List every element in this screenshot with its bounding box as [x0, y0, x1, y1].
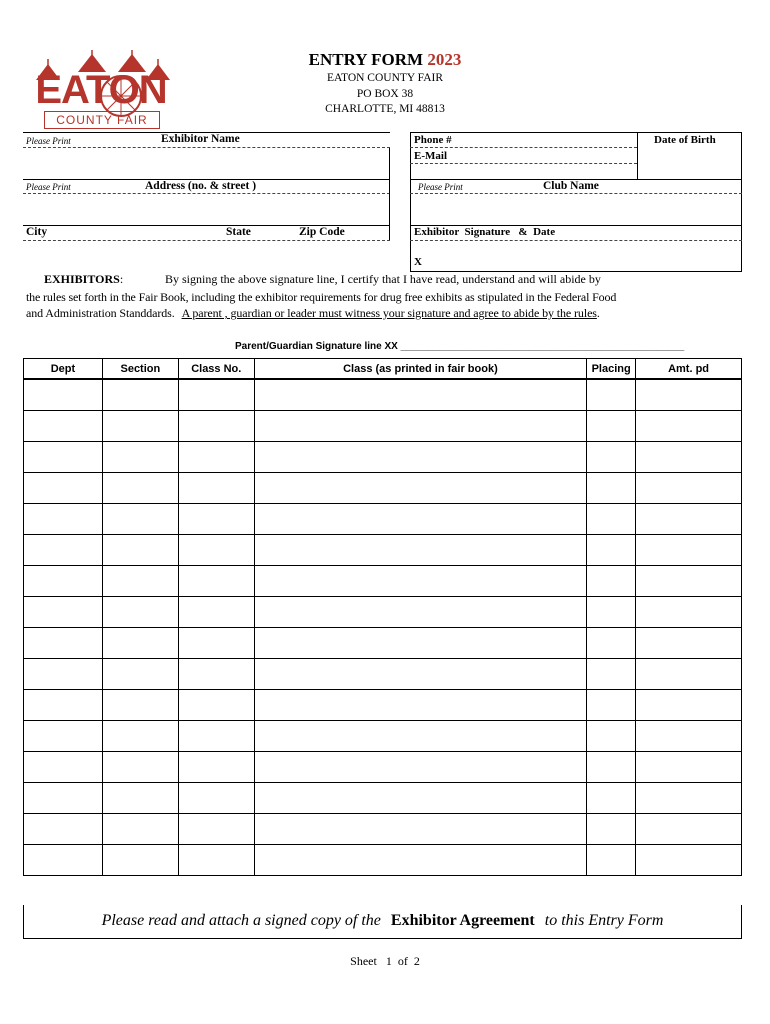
exhibitor-name-label: Exhibitor Name — [161, 133, 240, 145]
placing-cell[interactable] — [587, 379, 636, 411]
certification-text-3: and Administration Standdards. — [26, 306, 175, 320]
section-cell[interactable] — [102, 752, 178, 783]
guardian-signature-line[interactable]: Parent/Guardian Signature line XX ___________________________________________________ — [235, 341, 685, 352]
title-text: ENTRY FORM — [308, 50, 424, 69]
placing-cell[interactable] — [587, 473, 636, 504]
table-header-row — [24, 359, 742, 380]
table-row — [24, 690, 742, 721]
table-row — [24, 504, 742, 535]
table-row — [24, 628, 742, 659]
class-no-cell[interactable] — [178, 566, 254, 597]
dept-cell[interactable] — [24, 442, 103, 473]
please-print-label-1: Please Print — [26, 136, 71, 146]
please-print-label-2: Please Print — [26, 182, 71, 192]
dept-cell[interactable] — [24, 690, 103, 721]
dept-cell[interactable] — [24, 752, 103, 783]
footer-text-pre: Please read and attach a signed copy of the — [101, 912, 381, 929]
org-name: EATON COUNTY FAIR — [326, 72, 444, 84]
signature-x-mark: X — [414, 256, 422, 268]
state-label: State — [226, 226, 251, 238]
placing-cell[interactable] — [587, 752, 636, 783]
class-no-cell[interactable] — [178, 690, 254, 721]
amount-paid-cell[interactable] — [636, 752, 742, 783]
sheet-number: Sheet 1 of 2 — [350, 954, 420, 968]
section-cell[interactable] — [102, 690, 178, 721]
dept-cell[interactable] — [24, 473, 103, 504]
class-name-cell[interactable] — [254, 659, 586, 690]
column-header-section: Section — [102, 359, 178, 380]
placing-cell[interactable] — [587, 783, 636, 814]
address-field[interactable] — [23, 194, 389, 225]
table-row — [24, 814, 742, 845]
class-name-cell[interactable] — [254, 721, 586, 752]
class-name-cell[interactable] — [254, 690, 586, 721]
section-cell[interactable] — [102, 659, 178, 690]
entries-table — [23, 358, 742, 876]
class-name-cell[interactable] — [254, 442, 586, 473]
amount-paid-cell[interactable] — [636, 597, 742, 628]
column-header-class-name: Class (as printed in fair book) — [254, 359, 586, 380]
amount-paid-cell[interactable] — [636, 814, 742, 845]
dept-cell[interactable] — [24, 597, 103, 628]
table-row — [24, 845, 742, 876]
signature-field[interactable] — [411, 241, 741, 271]
class-name-cell[interactable] — [254, 473, 586, 504]
class-no-cell[interactable] — [178, 535, 254, 566]
amount-paid-cell[interactable] — [636, 442, 742, 473]
dept-cell[interactable] — [24, 721, 103, 752]
class-no-cell[interactable] — [178, 379, 254, 411]
dob-field[interactable] — [638, 150, 741, 178]
amount-paid-cell[interactable] — [636, 628, 742, 659]
dept-cell[interactable] — [24, 783, 103, 814]
exhibitor-name-field[interactable] — [23, 148, 389, 179]
class-no-cell[interactable] — [178, 628, 254, 659]
placing-cell[interactable] — [587, 597, 636, 628]
table-row — [24, 783, 742, 814]
class-name-cell[interactable] — [254, 814, 586, 845]
section-cell[interactable] — [102, 783, 178, 814]
class-name-cell[interactable] — [254, 504, 586, 535]
column-header-amount-paid: Amt. pd — [636, 359, 742, 380]
placing-cell[interactable] — [587, 535, 636, 566]
logo-word: EATON — [35, 68, 167, 112]
column-header-dept: Dept — [24, 359, 103, 380]
dept-cell[interactable] — [24, 814, 103, 845]
section-cell[interactable] — [102, 845, 178, 876]
club-name-label: Club Name — [543, 180, 599, 192]
section-cell[interactable] — [102, 535, 178, 566]
class-no-cell[interactable] — [178, 845, 254, 876]
class-name-cell[interactable] — [254, 535, 586, 566]
certification-line-1 — [44, 272, 601, 287]
table-row — [24, 659, 742, 690]
dept-cell[interactable] — [24, 504, 103, 535]
column-header-class-no: Class No. — [178, 359, 254, 380]
dept-cell[interactable] — [24, 566, 103, 597]
placing-cell[interactable] — [587, 721, 636, 752]
amount-paid-cell[interactable] — [636, 845, 742, 876]
class-name-cell[interactable] — [254, 845, 586, 876]
table-row — [24, 411, 742, 442]
section-cell[interactable] — [102, 628, 178, 659]
amount-paid-cell[interactable] — [636, 504, 742, 535]
exhibitors-label: EXHIBITORS — [44, 272, 120, 286]
class-no-cell[interactable] — [178, 814, 254, 845]
address-label: Address (no. & street ) — [145, 180, 257, 192]
logo-subtitle: COUNTY FAIR — [44, 111, 160, 129]
table-row — [24, 442, 742, 473]
section-cell[interactable] — [102, 721, 178, 752]
section-cell[interactable] — [102, 379, 178, 411]
amount-paid-cell[interactable] — [636, 535, 742, 566]
section-cell[interactable] — [102, 814, 178, 845]
placing-cell[interactable] — [587, 628, 636, 659]
table-row — [24, 721, 742, 752]
dept-cell[interactable] — [24, 535, 103, 566]
dept-cell[interactable] — [24, 845, 103, 876]
city-label: City — [26, 226, 48, 238]
dept-cell[interactable] — [24, 659, 103, 690]
class-name-cell[interactable] — [254, 597, 586, 628]
org-pobox: PO BOX 38 — [356, 88, 414, 100]
certification-line-3 — [26, 306, 600, 321]
signature-label: Exhibitor Signature & Date — [414, 226, 556, 238]
table-row — [24, 535, 742, 566]
amount-paid-cell[interactable] — [636, 659, 742, 690]
class-no-cell[interactable] — [178, 659, 254, 690]
placing-cell[interactable] — [587, 659, 636, 690]
footer-note — [23, 905, 742, 939]
certification-underlined: A parent , guardian or leader must witness your signature and agree to abide by the rules — [181, 306, 597, 320]
dob-label: Date of Birth — [654, 134, 716, 146]
placing-cell[interactable] — [587, 814, 636, 845]
class-no-cell[interactable] — [178, 411, 254, 442]
placing-cell[interactable] — [587, 504, 636, 535]
amount-paid-cell[interactable] — [636, 566, 742, 597]
table-row — [24, 379, 742, 411]
placing-cell[interactable] — [587, 845, 636, 876]
page-title — [0, 50, 770, 70]
exhibitors-colon: : — [119, 272, 124, 286]
amount-paid-cell[interactable] — [636, 411, 742, 442]
placing-cell[interactable] — [587, 690, 636, 721]
placing-cell[interactable] — [587, 566, 636, 597]
org-city: CHARLOTTE, MI 48813 — [325, 103, 445, 115]
dept-cell[interactable] — [24, 411, 103, 442]
dept-cell[interactable] — [24, 628, 103, 659]
phone-label: Phone # — [414, 134, 452, 146]
footer-agreement: Exhibitor Agreement — [390, 912, 535, 929]
class-name-cell[interactable] — [254, 628, 586, 659]
section-cell[interactable] — [102, 566, 178, 597]
city-field[interactable] — [23, 241, 223, 265]
class-no-cell[interactable] — [178, 597, 254, 628]
class-name-cell[interactable] — [254, 752, 586, 783]
certification-line-2: the rules set forth in the Fair Book, including the exhibitor requirements for drug free exhibits as stipulated in the Federal Food — [26, 290, 617, 304]
column-header-placing: Placing — [587, 359, 636, 380]
amount-paid-cell[interactable] — [636, 690, 742, 721]
class-no-cell[interactable] — [178, 721, 254, 752]
amount-paid-cell[interactable] — [636, 379, 742, 411]
class-no-cell[interactable] — [178, 473, 254, 504]
table-row — [24, 597, 742, 628]
phone-field[interactable] — [470, 133, 636, 147]
title-year: 2023 — [427, 50, 462, 69]
amount-paid-cell[interactable] — [636, 721, 742, 752]
class-no-cell[interactable] — [178, 442, 254, 473]
section-cell[interactable] — [102, 473, 178, 504]
class-name-cell[interactable] — [254, 411, 586, 442]
dept-cell[interactable] — [24, 379, 103, 411]
section-cell[interactable] — [102, 442, 178, 473]
class-no-cell[interactable] — [178, 783, 254, 814]
certification-period: . — [596, 306, 600, 320]
class-no-cell[interactable] — [178, 752, 254, 783]
club-name-field[interactable] — [411, 194, 741, 225]
amount-paid-cell[interactable] — [636, 473, 742, 504]
club-please-print-label: Please Print — [418, 182, 463, 192]
class-no-cell[interactable] — [178, 504, 254, 535]
section-cell[interactable] — [102, 411, 178, 442]
section-cell[interactable] — [102, 597, 178, 628]
zip-label: Zip Code — [299, 226, 345, 238]
class-name-cell[interactable] — [254, 379, 586, 411]
footer-text-post: to this Entry Form — [544, 912, 664, 929]
amount-paid-cell[interactable] — [636, 783, 742, 814]
section-cell[interactable] — [102, 504, 178, 535]
email-label: E-Mail — [414, 150, 447, 162]
certification-text-1: By signing the above signature line, I certify that I have read, understand and will abide by — [165, 272, 601, 286]
placing-cell[interactable] — [587, 411, 636, 442]
class-name-cell[interactable] — [254, 566, 586, 597]
entry-rows — [24, 379, 742, 876]
table-row — [24, 473, 742, 504]
table-row — [24, 752, 742, 783]
table-row — [24, 566, 742, 597]
placing-cell[interactable] — [587, 442, 636, 473]
class-name-cell[interactable] — [254, 783, 586, 814]
